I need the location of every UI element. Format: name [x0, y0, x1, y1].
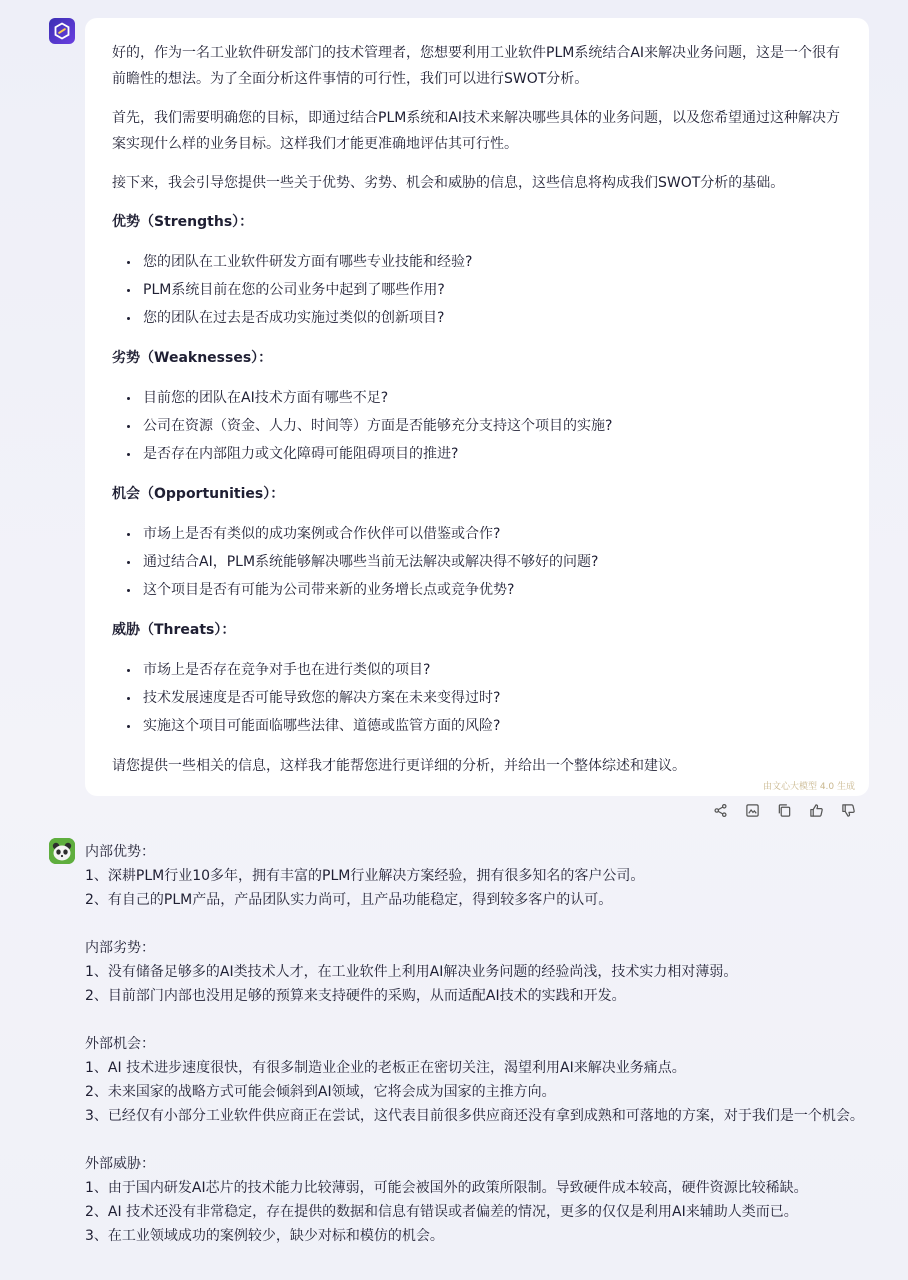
thumbs-down-button[interactable]	[840, 802, 857, 819]
section-heading: 威胁（Threats）：	[112, 622, 236, 638]
bullet-item: 这个项目是否有可能为公司带来新的业务增长点或竞争优势?	[112, 576, 842, 604]
bullet-item: 实施这个项目可能面临哪些法律、道德或监管方面的风险?	[112, 712, 842, 740]
user-message-line	[85, 1008, 875, 1032]
section-bullet-list	[112, 656, 842, 740]
section-bullet-list	[112, 520, 842, 604]
assistant-message-body	[112, 40, 842, 779]
user-message-line: 2、AI 技术还没有非常稳定，存在提供的数据和信息有错误或者偏差的情况，更多的仅仅是利用AI来辅助人类而已。	[85, 1204, 798, 1220]
user-message-line: 外部威胁：	[85, 1156, 155, 1172]
section-bullet-list	[112, 384, 842, 468]
user-message-line: 1、没有储备足够多的AI类技术人才，在工业软件上利用AI解决业务问题的经验尚浅，技术实力相对薄弱。	[85, 964, 738, 980]
user-message-line: 3、在工业领域成功的案例较少，缺少对标和模仿的机会。	[85, 1228, 444, 1244]
user-message-line: 内部优势：	[85, 844, 155, 860]
image-icon	[745, 803, 760, 818]
assistant-closing: 请您提供一些相关的信息，这样我才能帮您进行更详细的分析，并给出一个整体综述和建议。	[112, 758, 686, 774]
assistant-paragraph: 好的，作为一名工业软件研发部门的技术管理者，您想要利用工业软件PLM系统结合AI来解决业务问题，这是一个很有前瞻性的想法。为了全面分析这件事情的可行性，我们可以进行SWOT分析。	[112, 45, 841, 87]
share-button[interactable]	[712, 802, 729, 819]
assistant-paragraph: 首先，我们需要明确您的目标，即通过结合PLM系统和AI技术来解决哪些具体的业务问题，以及您希望通过这种解决方案实现什么样的业务目标。这样我们才能更准确地评估其可行性。	[112, 110, 841, 152]
thumbs-up-icon	[809, 803, 824, 818]
thumbs-up-button[interactable]	[808, 802, 825, 819]
assistant-logo-icon	[53, 22, 71, 40]
bullet-item: 您的团队在工业软件研发方面有哪些专业技能和经验?	[112, 248, 842, 276]
section-heading: 机会（Opportunities）：	[112, 486, 285, 502]
user-message-line: 3、已经仅有小部分工业软件供应商正在尝试，这代表目前很多供应商还没有拿到成熟和可落地的方案，对于我们是一个机会。	[85, 1108, 864, 1124]
bullet-item: 通过结合AI，PLM系统能够解决哪些当前无法解决或解决得不够好的问题?	[112, 548, 842, 576]
copy-button[interactable]	[776, 802, 793, 819]
user-message	[85, 840, 875, 1248]
image-button[interactable]	[744, 802, 761, 819]
assistant-message-card	[85, 18, 869, 796]
user-message-line: 内部劣势：	[85, 940, 155, 956]
user-message-line: 2、未来国家的战略方式可能会倾斜到AI领域，它将会成为国家的主推方向。	[85, 1084, 556, 1100]
message-action-bar	[712, 802, 857, 819]
bullet-item: 市场上是否存在竞争对手也在进行类似的项目?	[112, 656, 842, 684]
bullet-item: 市场上是否有类似的成功案例或合作伙伴可以借鉴或合作?	[112, 520, 842, 548]
user-message-line	[85, 912, 875, 936]
model-watermark: 由文心大模型 4.0 生成	[762, 782, 855, 792]
user-message-line: 1、由于国内研发AI芯片的技术能力比较薄弱，可能会被国外的政策所限制。导致硬件成本较高，硬件资源比较稀缺。	[85, 1180, 808, 1196]
user-avatar	[49, 838, 75, 864]
user-message-line: 1、AI 技术进步速度很快，有很多制造业企业的老板正在密切关注，渴望利用AI来解决业务痛点。	[85, 1060, 686, 1076]
bullet-item: 是否存在内部阻力或文化障碍可能阻碍项目的推进?	[112, 440, 842, 468]
user-message-line: 2、目前部门内部也没用足够的预算来支持硬件的采购，从而适配AI技术的实践和开发。	[85, 988, 626, 1004]
assistant-paragraph: 接下来，我会引导您提供一些关于优势、劣势、机会和威胁的信息，这些信息将构成我们SWOT分析的基础。	[112, 175, 785, 191]
bullet-item: PLM系统目前在您的公司业务中起到了哪些作用?	[112, 276, 842, 304]
copy-icon	[777, 803, 792, 818]
user-message-line	[85, 1128, 875, 1152]
share-icon	[713, 803, 728, 818]
user-message-line: 1、深耕PLM行业10多年，拥有丰富的PLM行业解决方案经验，拥有很多知名的客户公司。	[85, 868, 645, 884]
thumbs-down-icon	[841, 803, 856, 818]
bullet-item: 技术发展速度是否可能导致您的解决方案在未来变得过时?	[112, 684, 842, 712]
user-message-line: 外部机会：	[85, 1036, 155, 1052]
bullet-item: 公司在资源（资金、人力、时间等）方面是否能够充分支持这个项目的实施?	[112, 412, 842, 440]
section-heading: 优势（Strengths）：	[112, 214, 254, 230]
bullet-item: 目前您的团队在AI技术方面有哪些不足?	[112, 384, 842, 412]
assistant-avatar	[49, 18, 75, 44]
section-bullet-list	[112, 248, 842, 332]
user-message-line: 2、有自己的PLM产品，产品团队实力尚可，且产品功能稳定，得到较多客户的认可。	[85, 892, 613, 908]
section-heading: 劣势（Weaknesses）：	[112, 350, 273, 366]
bullet-item: 您的团队在过去是否成功实施过类似的创新项目?	[112, 304, 842, 332]
panda-avatar-icon	[49, 838, 75, 864]
